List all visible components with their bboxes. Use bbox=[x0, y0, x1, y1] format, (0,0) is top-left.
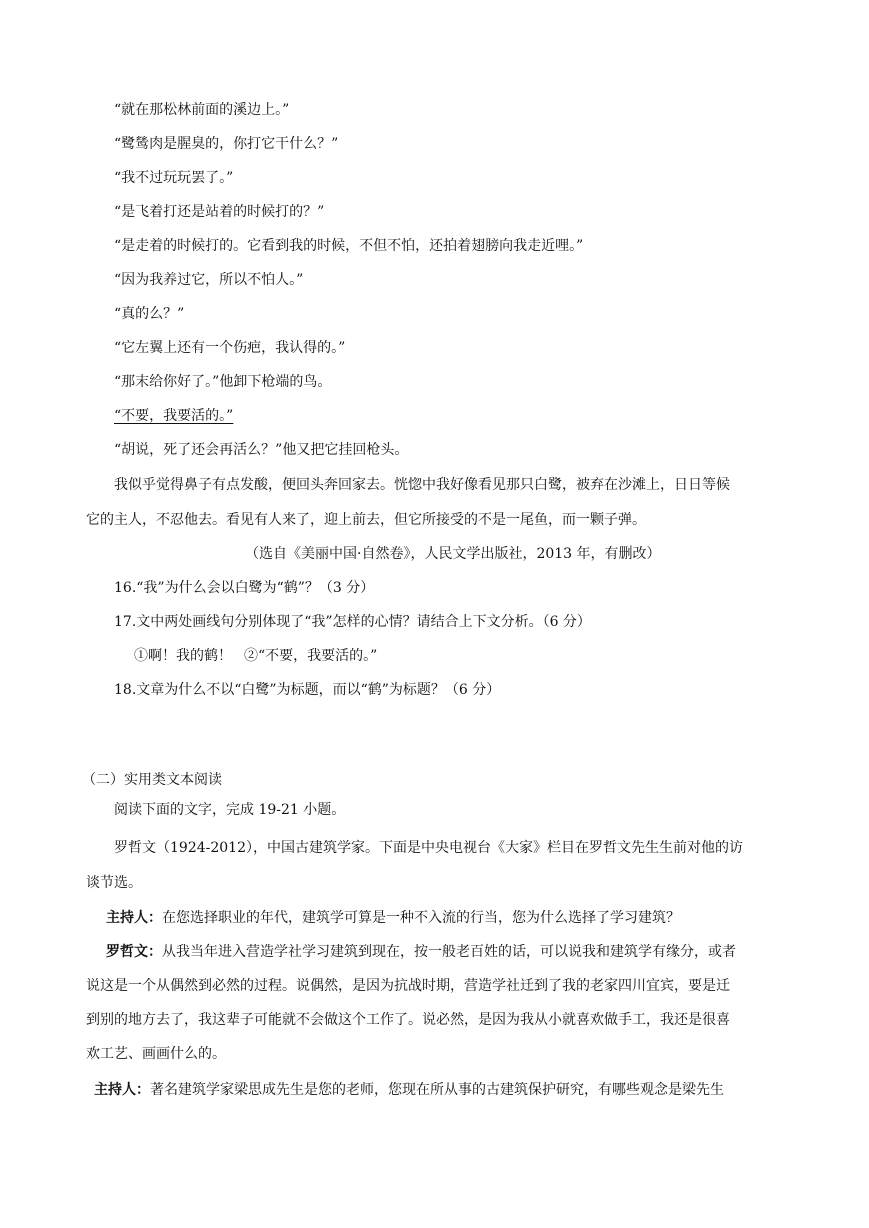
host-label-2: 主持人： bbox=[94, 1082, 150, 1098]
dialogue-line-2: “鹭鸶肉是腥臭的，你打它干什么？” bbox=[114, 136, 339, 152]
luo-answer-1-text: 从我当年进入营造学社学习建筑到现在，按一般老百姓的话，可以说我和建筑学有缘分，或者 bbox=[162, 944, 736, 960]
narration-line-1: 我似乎觉得鼻子有点发酸，便回头奔回家去。恍惚中我好像看见那只白鹭，被弃在沙滩上，日日等候 bbox=[114, 477, 730, 493]
host-question-1 bbox=[106, 908, 680, 928]
dialogue-line-4: “是飞着打还是站着的时候打的？” bbox=[114, 204, 325, 220]
question-17-option-1: ①啊！我的鹤！ bbox=[134, 648, 232, 664]
host-question-2-text: 著名建筑学家梁思成先生是您的老师，您现在所从事的古建筑保护研究，有哪些观念是梁先生 bbox=[150, 1082, 724, 1098]
luo-answer-line-4: 欢工艺、画画什么的。 bbox=[86, 1046, 226, 1062]
dialogue-line-9: “那末给你好了。”他卸下枪端的鸟。 bbox=[114, 374, 332, 390]
dialogue-line-7: “真的么？” bbox=[114, 306, 185, 322]
section-instruction: 阅读下面的文字，完成 19-21 小题。 bbox=[114, 802, 346, 818]
luo-answer-line-1 bbox=[106, 942, 736, 962]
luo-answer-line-2: 说这是一个从偶然到必然的过程。说偶然，是因为抗战时期，营造学社迁到了我的老家四川宜宾，要是迁 bbox=[86, 978, 730, 994]
section-heading: （二）实用类文本阅读 bbox=[82, 772, 222, 788]
dialogue-line-3: “我不过玩玩罢了。” bbox=[114, 170, 234, 186]
host-question-1-text: 在您选择职业的年代，建筑学可算是一种不入流的行当，您为什么选择了学习建筑？ bbox=[162, 910, 680, 926]
underlined-sentence: “不要，我要活的。” bbox=[114, 408, 234, 424]
dialogue-line-8: “它左翼上还有一个伤疤，我认得的。” bbox=[114, 340, 346, 356]
question-17-option-2: ②“不要，我要活的。” bbox=[244, 648, 378, 664]
question-16: 16.“我”为什么会以白鹭为“鹤”？（3 分） bbox=[114, 580, 375, 596]
question-17: 17.文中两处画线句分别体现了“我”怎样的心情？请结合上下文分析。（6 分） bbox=[114, 614, 591, 630]
dialogue-line-5: “是走着的时候打的。它看到我的时候，不但不怕，还拍着翅膀向我走近哩。” bbox=[114, 238, 584, 254]
dialogue-line-1: “就在那松林前面的溪边上。” bbox=[114, 102, 290, 118]
host-label: 主持人： bbox=[106, 910, 162, 926]
intro-line-1: 罗哲文（1924-2012），中国古建筑学家。下面是中央电视台《大家》栏目在罗哲文先生生前对他的访 bbox=[114, 840, 743, 856]
luo-answer-line-3: 到别的地方去了，我这辈子可能就不会做这个工作了。说必然，是因为我从小就喜欢做手工，我还是很喜 bbox=[86, 1012, 730, 1028]
dialogue-line-6: “因为我养过它，所以不怕人。” bbox=[114, 272, 304, 288]
source-note: （选自《美丽中国·自然卷》，人民文学出版社，2013 年，有删改） bbox=[245, 546, 661, 562]
narration-line-2: 它的主人，不忍他去。看见有人来了，迎上前去，但它所接受的不是一尾鱼，而一颗子弹。 bbox=[86, 512, 646, 528]
host-question-2 bbox=[94, 1080, 724, 1100]
dialogue-line-11: “胡说，死了还会再活么？”他又把它挂回枪头。 bbox=[114, 442, 409, 458]
intro-line-2: 谈节选。 bbox=[86, 875, 142, 891]
luo-label: 罗哲文： bbox=[106, 944, 162, 960]
question-18: 18.文章为什么不以“白鹭”为标题，而以“鹤”为标题？（6 分） bbox=[114, 682, 501, 698]
